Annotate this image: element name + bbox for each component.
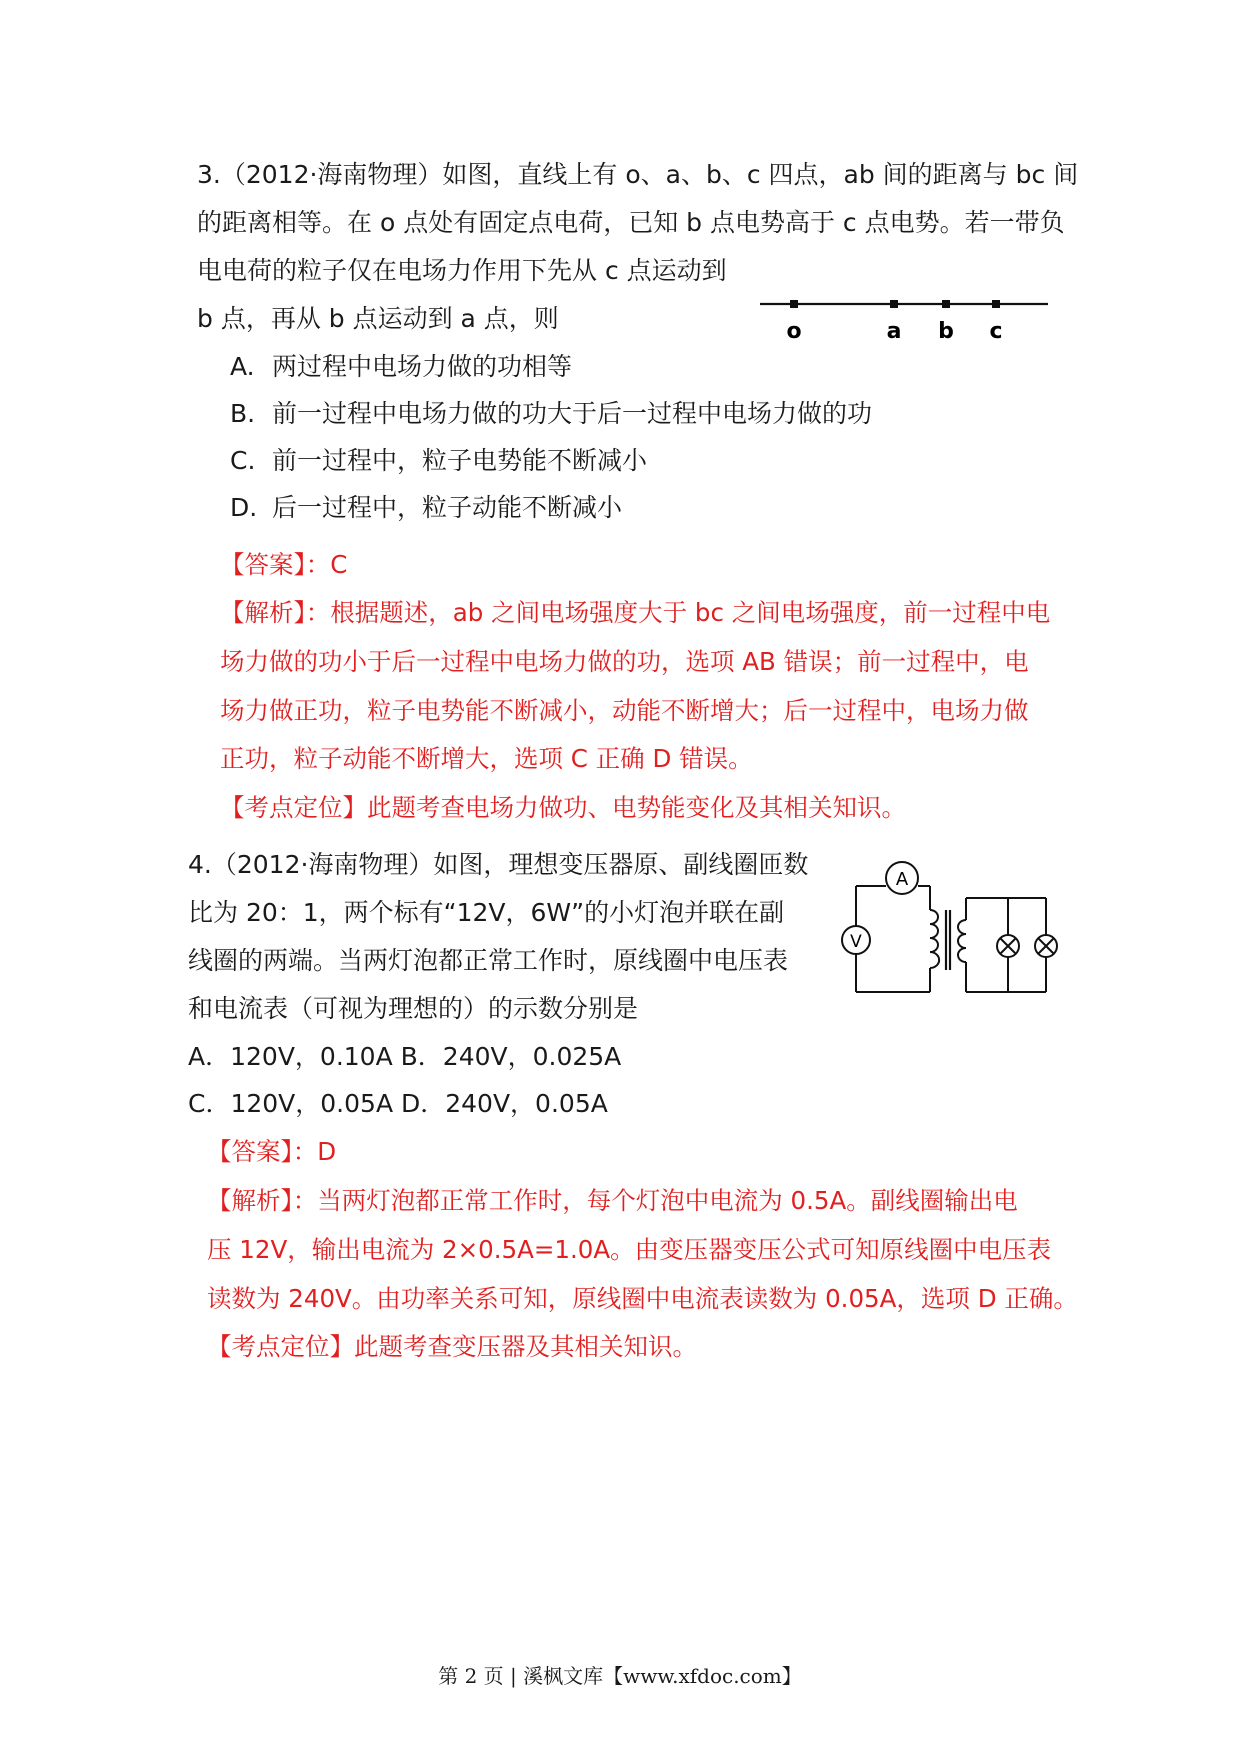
q3-answer: 【答案】：C <box>220 550 348 579</box>
page-footer: 第 2 页 | 溪枫文库【www.xfdoc.com】 <box>438 1664 802 1688</box>
q3-analysis-line-1: 【解析】：根据题述，ab 之间电场强度大于 bc 之间电场强度，前一过程中电 <box>220 598 1051 627</box>
q3-stem-line-4: b 点，再从 b 点运动到 a 点，则 <box>197 304 559 333</box>
q4-analysis-line-3: 读数为 240V。由功率关系可知，原线圈中电流表读数为 0.05A，选项 D 正确。 <box>207 1284 1078 1313</box>
point-label-o: o <box>786 319 802 344</box>
q4-options-row-2: C．120V，0.05A D．240V，0.05A <box>188 1089 608 1118</box>
q4-figure-transformer-circuit <box>838 848 1060 1008</box>
q4-answer: 【答案】：D <box>207 1137 337 1166</box>
q3-analysis-line-2: 场力做的功小于后一过程中电场力做的功，选项 AB 错误；前一过程中，电 <box>220 647 1029 676</box>
q4-stem-line-1: 4.（2012·海南物理）如图，理想变压器原、副线圈匝数 <box>188 850 809 879</box>
ammeter-label: A <box>895 869 909 890</box>
q3-analysis-line-3: 场力做正功，粒子电势能不断减小，动能不断增大；后一过程中，电场力做 <box>220 696 1029 725</box>
q4-stem-line-4: 和电流表（可视为理想的）的示数分别是 <box>188 994 639 1023</box>
q3-kaodian: 【考点定位】此题考查电场力做功、电势能变化及其相关知识。 <box>220 793 906 822</box>
point-label-a: a <box>886 319 902 344</box>
point-label-b: b <box>938 319 954 344</box>
point-label-c: c <box>989 319 1003 344</box>
q3-figure-line-points <box>760 290 1050 350</box>
q3-stem-line-2: 的距离相等。在 o 点处有固定点电荷，已知 b 点电势高于 c 点电势。若一带负 <box>197 208 1065 237</box>
q3-stem-line-3: 电电荷的粒子仅在电场力作用下先从 c 点运动到 <box>197 256 727 285</box>
q4-analysis-line-1: 【解析】：当两灯泡都正常工作时，每个灯泡中电流为 0.5A。副线圈输出电 <box>207 1186 1018 1215</box>
q4-options-row-1: A．120V，0.10A B．240V，0.025A <box>188 1042 622 1071</box>
voltmeter-label: V <box>850 932 862 952</box>
q3-option-a: A. 两过程中电场力做的功相等 <box>230 352 573 381</box>
q4-stem-line-3: 线圈的两端。当两灯泡都正常工作时，原线圈中电压表 <box>188 946 789 975</box>
q4-analysis-line-2: 压 12V，输出电流为 2×0.5A=1.0A。由变压器变压公式可知原线圈中电压表 <box>207 1235 1052 1264</box>
q4-stem-line-2: 比为 20：1，两个标有“12V，6W”的小灯泡并联在副 <box>188 898 785 927</box>
q3-analysis-line-4: 正功，粒子动能不断增大，选项 C 正确 D 错误。 <box>220 744 753 773</box>
q3-option-c: C. 前一过程中，粒子电势能不断减小 <box>230 446 648 475</box>
q3-option-b: B. 前一过程中电场力做的功大于后一过程中电场力做的功 <box>230 399 873 428</box>
q3-stem-line-1: 3.（2012·海南物理）如图，直线上有 o、a、b、c 四点，ab 间的距离与 bc 间 <box>197 160 1079 189</box>
q3-option-d: D. 后一过程中，粒子动能不断减小 <box>230 493 623 522</box>
q4-kaodian: 【考点定位】此题考查变压器及其相关知识。 <box>207 1332 697 1361</box>
